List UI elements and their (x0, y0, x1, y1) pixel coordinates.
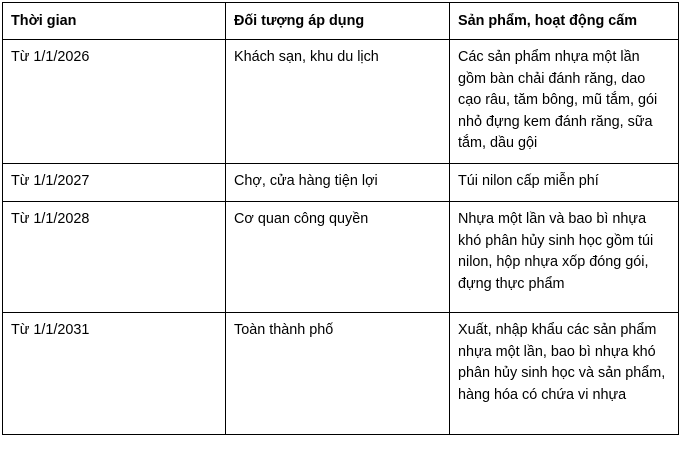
cell-time: Từ 1/1/2031 (3, 313, 226, 435)
cell-target: Toàn thành phố (226, 313, 450, 435)
header-target: Đối tượng áp dụng (226, 3, 450, 40)
cell-target: Chợ, cửa hàng tiện lợi (226, 164, 450, 202)
table-row (3, 202, 679, 313)
header-banned: Sản phẩm, hoạt động cấm (450, 3, 679, 40)
table-row (3, 164, 679, 202)
cell-target: Cơ quan công quyền (226, 202, 450, 313)
cell-target: Khách sạn, khu du lịch (226, 40, 450, 164)
plastic-ban-schedule-table (2, 2, 679, 435)
cell-banned: Xuất, nhập khẩu các sản phẩm nhựa một lần, bao bì nhựa khó phân hủy sinh học và sản phẩm, hàng hóa có chứa vi nhựa (450, 313, 679, 435)
cell-time: Từ 1/1/2028 (3, 202, 226, 313)
table-header-row (3, 3, 679, 40)
cell-banned: Nhựa một lần và bao bì nhựa khó phân hủy sinh học gồm túi nilon, hộp nhựa xốp đóng gói, đựng thực phẩm (450, 202, 679, 313)
header-time: Thời gian (3, 3, 226, 40)
table-row (3, 40, 679, 164)
cell-banned: Các sản phẩm nhựa một lần gồm bàn chải đánh răng, dao cạo râu, tăm bông, mũ tắm, gói nhỏ đựng kem đánh răng, sữa tắm, dầu gội (450, 40, 679, 164)
cell-time: Từ 1/1/2026 (3, 40, 226, 164)
cell-banned: Túi nilon cấp miễn phí (450, 164, 679, 202)
table-row (3, 313, 679, 435)
cell-time: Từ 1/1/2027 (3, 164, 226, 202)
